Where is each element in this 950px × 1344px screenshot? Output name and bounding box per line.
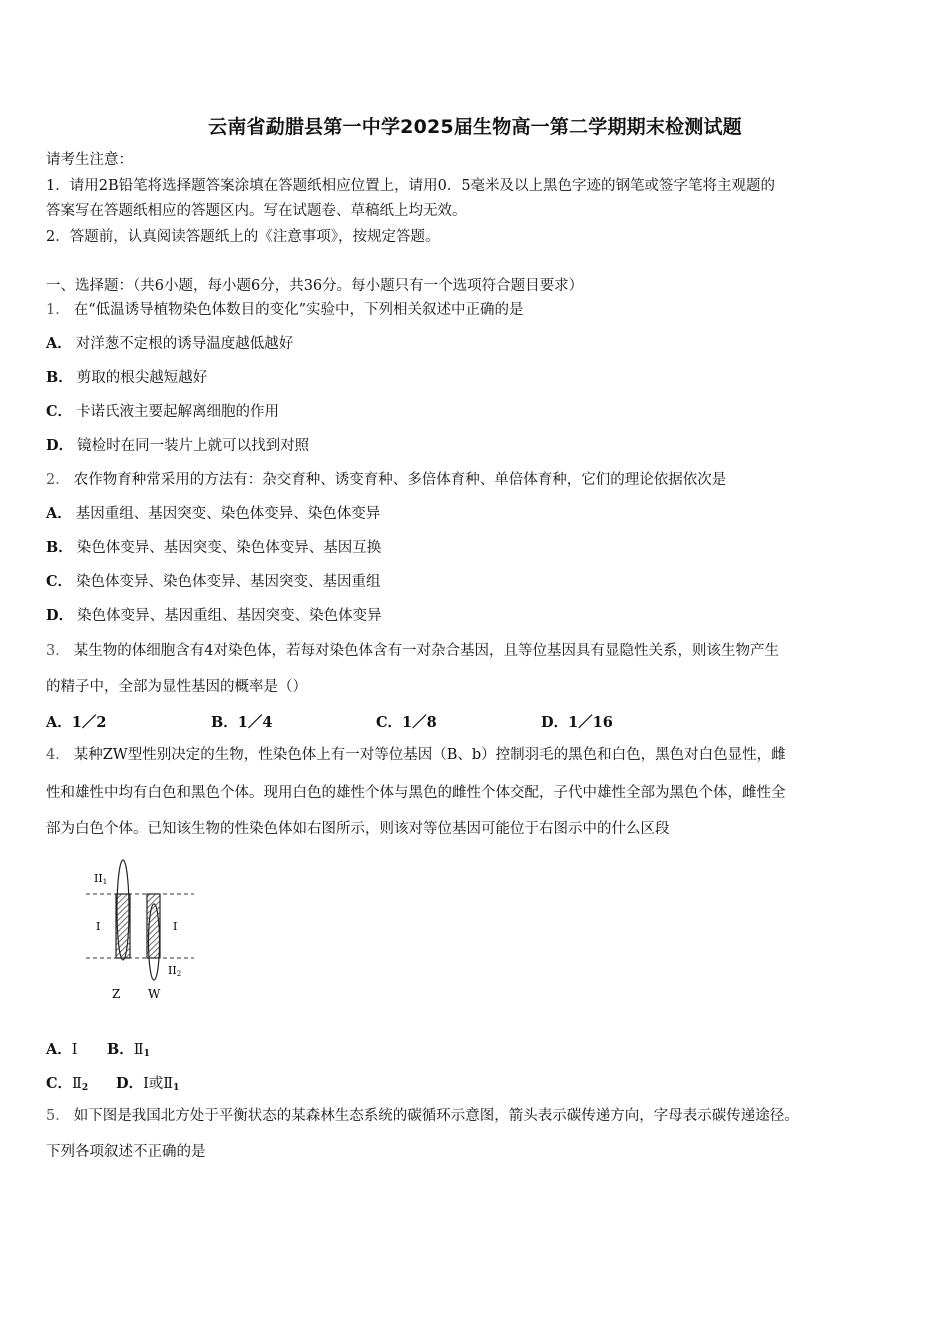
option-label: B． (211, 714, 238, 731)
question-2-stem (46, 470, 726, 490)
question-1-option-d[interactable] (46, 436, 309, 456)
question-4-number: 4． (46, 747, 70, 763)
z-chromosome-homologous-segment (116, 894, 130, 958)
option-label: D． (46, 607, 74, 624)
option-text: Ⅰ或Ⅱ (143, 1076, 174, 1092)
question-1-stem (46, 300, 524, 320)
option-text: 1／4 (237, 714, 273, 731)
option-text: 染色体变异、基因重组、基因突变、染色体变异 (77, 608, 382, 624)
notice-item-2: 2．答题前，认真阅读答题纸上的《注意事项》，按规定答题。 (46, 229, 440, 245)
label-ii1: II1 (94, 872, 108, 886)
option-text: 基因重组、基因突变、染色体变异、染色体变异 (75, 506, 381, 522)
question-3-text-1: 某生物的体细胞含有4对染色体，若每对染色体含有一对杂合基因，且等位基因具有显隐性关系，则该生物产生 (73, 643, 779, 659)
label-z: Z (112, 987, 121, 1001)
question-2-option-b[interactable] (46, 538, 381, 558)
option-text: 染色体变异、基因突变、染色体变异、基因互换 (76, 540, 382, 556)
label-i-left: I (96, 920, 101, 933)
option-subscript: 1 (173, 1083, 180, 1093)
question-5-text-1: 如下图是我国北方处于平衡状态的某森林生态系统的碳循环示意图，箭头表示碳传递方向，字母表示碳传递途径。 (73, 1108, 799, 1124)
option-label: A． (46, 505, 72, 522)
question-1-option-c[interactable] (46, 402, 279, 422)
option-text: 剪取的根尖越短越好 (76, 370, 208, 386)
notice-heading: 请考生注意： (46, 152, 133, 168)
question-4-option-a[interactable] (46, 1038, 78, 1059)
option-text: 染色体变异、染色体变异、基因突变、基因重组 (76, 574, 381, 590)
option-text: 1／8 (402, 714, 437, 731)
question-5-number: 5． (46, 1108, 70, 1124)
option-text: 1／2 (71, 714, 107, 731)
option-label: B． (107, 1041, 134, 1058)
option-text: 对洋葱不定根的诱导温度越低越好 (75, 336, 294, 352)
option-label: A． (46, 714, 72, 731)
option-text: Ⅱ (72, 1076, 82, 1092)
option-text: Ⅱ (133, 1042, 144, 1058)
option-subscript: 2 (81, 1083, 89, 1093)
question-4-option-c[interactable] (46, 1072, 88, 1093)
option-label: D． (116, 1075, 144, 1092)
option-label: C． (46, 403, 73, 420)
option-label: C． (46, 1075, 73, 1092)
question-2-number: 2． (46, 472, 70, 488)
question-4-option-b[interactable] (107, 1038, 150, 1059)
question-5-stem-line-2: 下列各项叙述不正确的是 (46, 1144, 206, 1160)
question-4-stem-line-1 (46, 745, 786, 765)
question-1-option-a[interactable] (46, 334, 293, 354)
notice-item-1-line-2: 答案写在答题纸相应的答题区内。写在试题卷、草稿纸上均无效。 (46, 203, 467, 219)
option-text: 1／16 (568, 714, 613, 731)
question-1-number: 1． (46, 302, 70, 318)
question-2-option-d[interactable] (46, 606, 382, 626)
question-3-option-c[interactable] (376, 711, 437, 732)
question-3-option-a[interactable] (46, 711, 106, 732)
question-4-stem-line-2: 性和雄性中均有白色和黑色个体。现用白色的雄性个体与黑色的雌性个体交配，子代中雄性全部为黑色个体，雌性全 (46, 785, 786, 801)
question-3-number: 3． (46, 643, 70, 659)
option-text: Ⅰ (71, 1042, 78, 1058)
sex-chromosome-diagram (80, 856, 210, 1006)
option-label: C． (46, 573, 73, 590)
question-2-option-c[interactable] (46, 572, 381, 592)
option-label: D． (541, 714, 569, 731)
notice-item-1-line-1: 1．请用2B铅笔将选择题答案涂填在答题纸相应位置上，请用0．5毫米及以上黑色字迹的钢笔或签字笔将主观题的 (46, 178, 776, 194)
question-3-option-d[interactable] (541, 711, 613, 732)
question-4-option-d[interactable] (116, 1072, 179, 1093)
question-4-text-1: 某种ZW型性别决定的生物，性染色体上有一对等位基因（B、b）控制羽毛的黑色和白色，黑色对白色显性，雌 (73, 747, 786, 763)
w-chromosome-homologous-segment (147, 894, 160, 958)
option-text: 镜检时在同一装片上就可以找到对照 (77, 438, 310, 454)
label-i-right: I (173, 920, 178, 933)
question-3-stem-line-1 (46, 641, 779, 661)
option-label: B． (46, 539, 73, 556)
question-5-stem-line-1 (46, 1106, 799, 1126)
page-title: 云南省勐腊县第一中学2025届生物高一第二学期期末检测试题 (208, 116, 742, 138)
section-heading: 一、选择题：（共6小题，每小题6分，共36分。每小题只有一个选项符合题目要求） (46, 278, 584, 294)
question-2-option-a[interactable] (46, 504, 380, 524)
option-subscript: 1 (143, 1049, 150, 1059)
question-2-text: 农作物育种常采用的方法有：杂交育种、诱变育种、多倍体育种、单倍体育种，它们的理论依据依次是 (73, 472, 727, 488)
option-label: A． (46, 1041, 72, 1058)
label-w: W (148, 987, 161, 1001)
question-4-stem-line-3: 部为白色个体。已知该生物的性染色体如右图所示，则该对等位基因可能位于右图示中的什么区段 (46, 821, 670, 837)
question-3-stem-line-2: 的精子中，全部为显性基因的概率是（） (46, 679, 307, 695)
option-text: 卡诺氏液主要起解离细胞的作用 (76, 404, 280, 420)
question-1-text: 在“低温诱导植物染色体数目的变化”实验中，下列相关叙述中正确的是 (73, 302, 524, 318)
label-ii2: II2 (168, 964, 182, 978)
option-label: D． (46, 437, 74, 454)
question-3-option-b[interactable] (211, 711, 272, 732)
option-label: B． (46, 369, 73, 386)
option-label: C． (376, 714, 403, 731)
option-label: A． (46, 335, 72, 352)
question-1-option-b[interactable] (46, 368, 207, 388)
